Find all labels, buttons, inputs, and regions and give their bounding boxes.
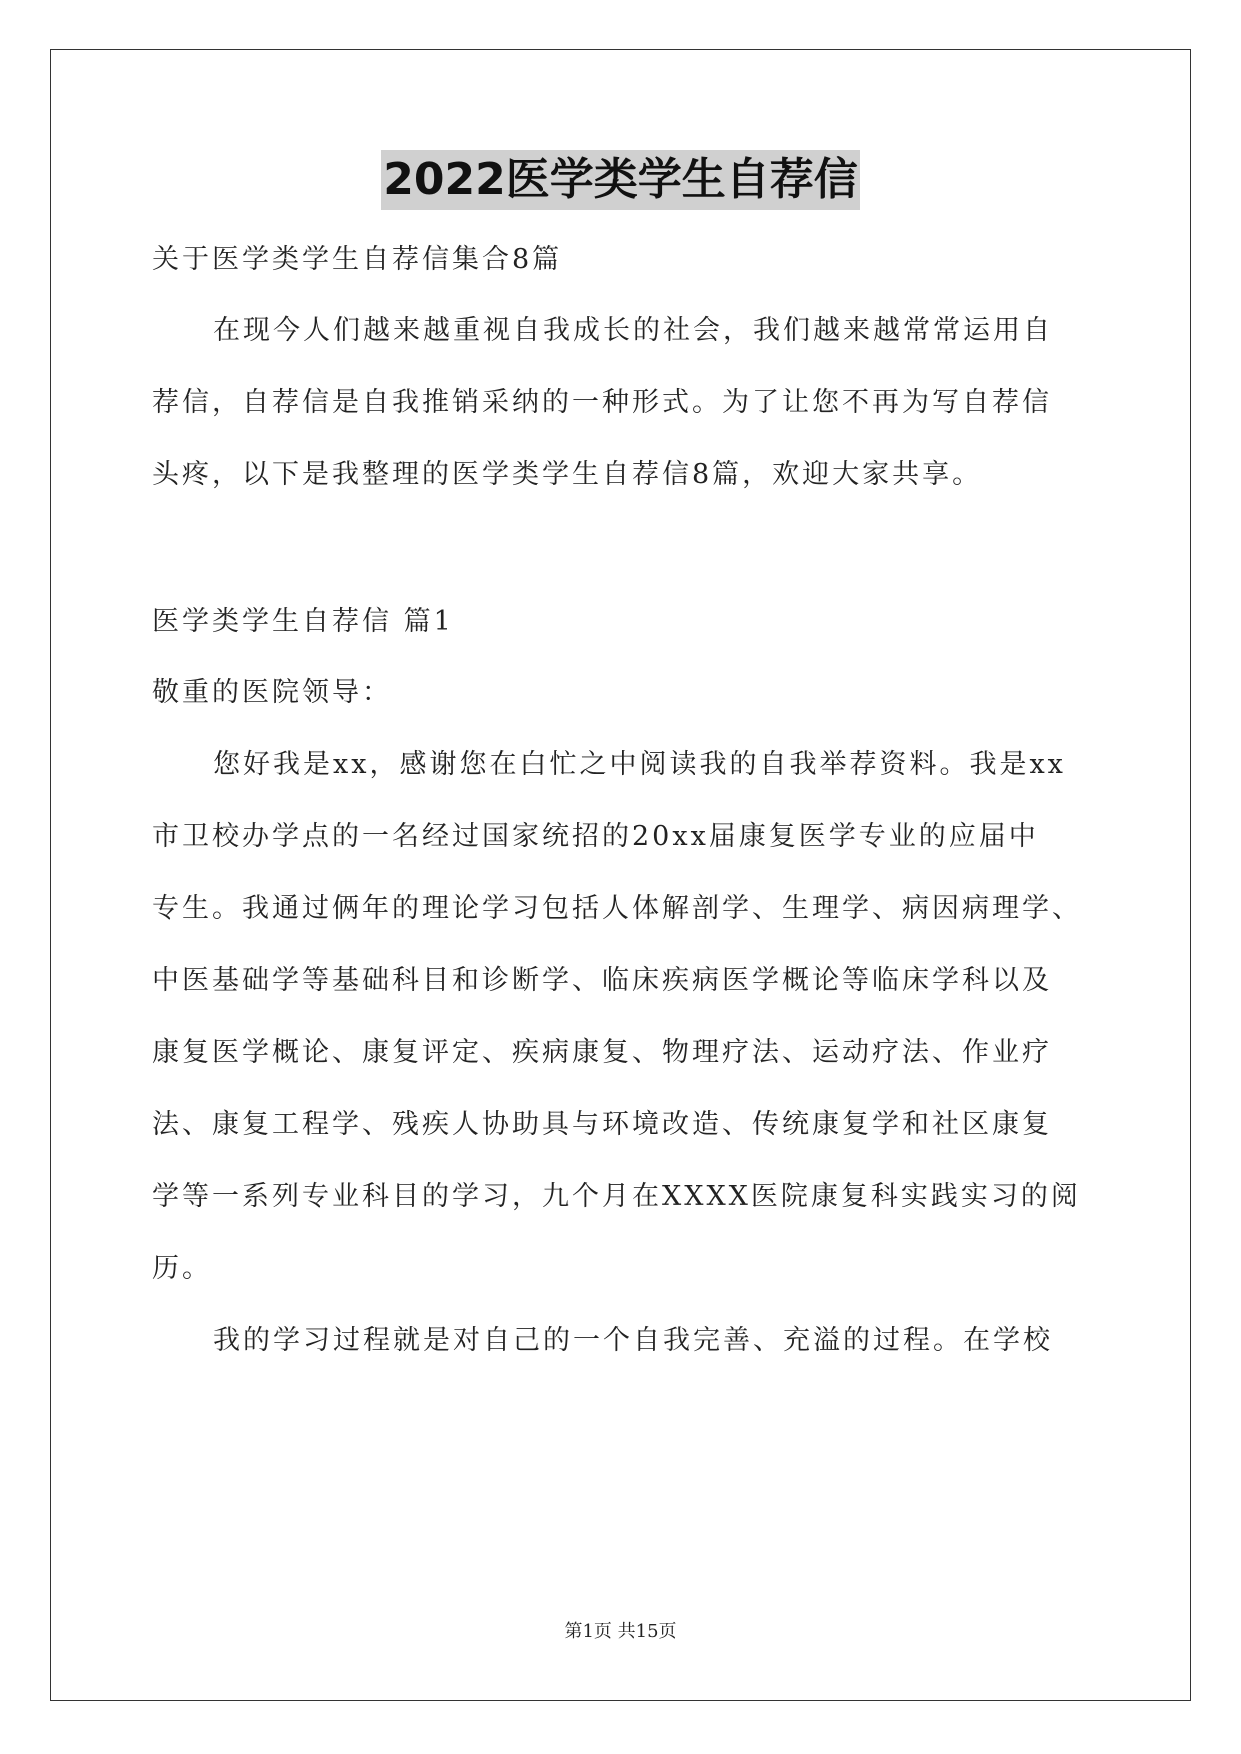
salutation: 敬重的医院领导： xyxy=(152,677,392,708)
paragraph1-line-8: 历。 xyxy=(152,1253,212,1284)
section-heading: 医学类学生自荐信 篇1 xyxy=(152,606,454,637)
paragraph1-line-2: 市卫校办学点的一名经过国家统招的20xx届康复医学专业的应届中 xyxy=(152,821,1039,852)
page-border xyxy=(50,49,1191,1701)
document-title xyxy=(0,150,1241,210)
paragraph1-line-6: 法、康复工程学、残疾人协助具与环境改造、传统康复学和社区康复 xyxy=(152,1109,1052,1140)
paragraph1-line-5: 康复医学概论、康复评定、疾病康复、物理疗法、运动疗法、作业疗 xyxy=(152,1037,1052,1068)
intro-line-1: 在现今人们越来越重视自我成长的社会，我们越来越常常运用自 xyxy=(213,315,1053,346)
paragraph1-line-3: 专生。我通过俩年的理论学习包括人体解剖学、生理学、病因病理学、 xyxy=(152,893,1082,924)
intro-line-3: 头疼，以下是我整理的医学类学生自荐信8篇，欢迎大家共享。 xyxy=(152,459,983,490)
document-title-text: 2022医学类学生自荐信 xyxy=(381,150,859,210)
paragraph1-line-1: 您好我是xx，感谢您在白忙之中阅读我的自我举荐资料。我是xx xyxy=(213,749,1066,780)
intro-line-2: 荐信，自荐信是自我推销采纳的一种形式。为了让您不再为写自荐信 xyxy=(152,387,1052,418)
page-footer: 第1页 共15页 xyxy=(564,1621,677,1642)
paragraph2-line-1: 我的学习过程就是对自己的一个自我完善、充溢的过程。在学校 xyxy=(213,1325,1053,1356)
document-subtitle: 关于医学类学生自荐信集合8篇 xyxy=(152,244,563,275)
paragraph1-line-7: 学等一系列专业科目的学习，九个月在XXXX医院康复科实践实习的阅 xyxy=(152,1181,1081,1212)
paragraph1-line-4: 中医基础学等基础科目和诊断学、临床疾病医学概论等临床学科以及 xyxy=(152,965,1052,996)
